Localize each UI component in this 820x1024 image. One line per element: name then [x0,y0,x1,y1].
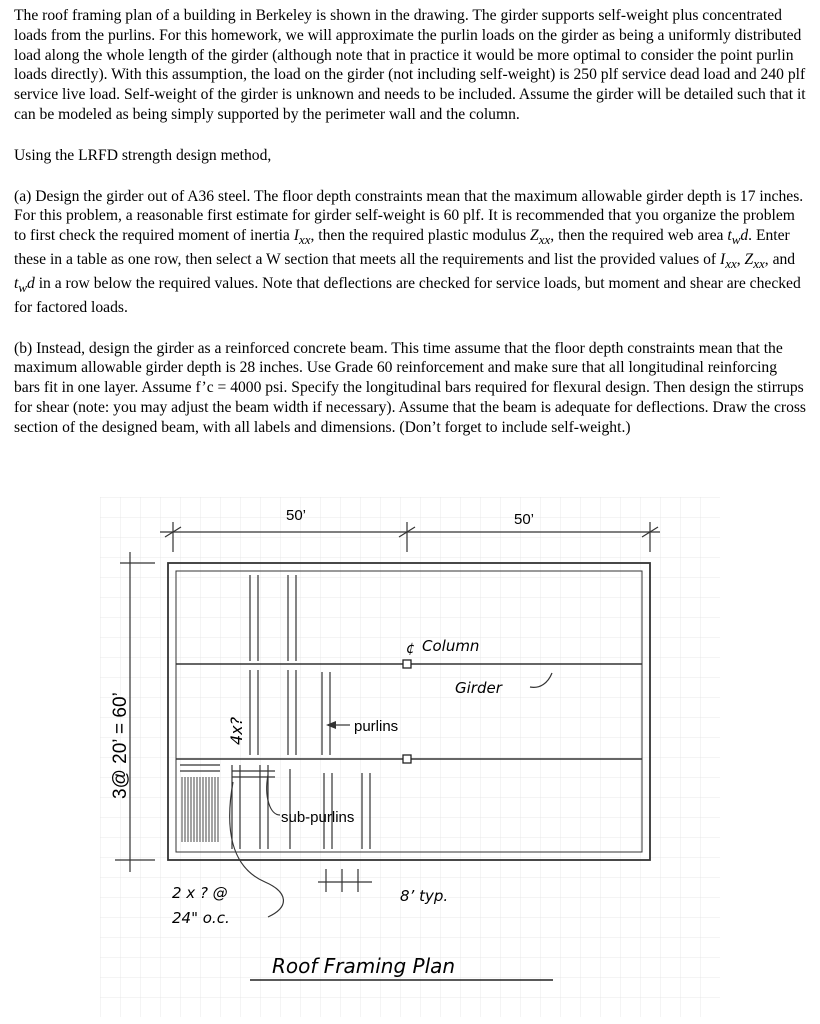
purlin-size-label: 4x? [227,716,246,745]
column-marker-lower [403,755,411,763]
part-a-paragraph: (a) Design the girder out of A36 steel. The floor depth constraints mean that the maximum allowable girder depth is 17 inches. For this problem, a reasonable first estimate for girder self-weight is 60 plf. It is recommended that you organize the problem to first check the required moment of inertia $I_{xx}$, then the required plastic modulus $Z_{xx}$, then the required web area $t_wd$. Enter these in a table as one row, then select a W section that meets all the requirements and list the provided values of $I_{xx}$, $Z_{xx}$, and $t_wd$ in a row below the required values. Note that deflections are checked for service loads, but moment and shear are checked for factored loads. [14,187,804,316]
purlins-label: purlins [354,718,399,735]
spacing-label-2: 24" o.c. [172,909,230,927]
method-paragraph: Using the LRFD strength design method, [14,146,272,164]
column-label: Column [422,637,480,655]
dimension-label-left: 50’ [286,507,307,524]
framing-plan-svg [100,497,720,1017]
column-marker-upper [403,660,411,668]
part-b-paragraph: (b) Instead, design the girder as a reinforced concrete beam. This time assume that the floor depth constraints mean that the maximum allowable girder depth is 28 inches. Use Grade 60 reinforcement and make sure that all longitudinal reinforcing bars fit in one layer. Assume f’c = 4000 psi. Specify the longitudinal bars required for flexural design. Then design the stirrups for shear (note: you may adjust the beam width if necessary). Assume that the beam is adequate for deflections. Draw the cross section of the designed beam, with all labels and dimensions. (Don’t forget to include self-weight.) [14,339,806,436]
subpurlins-label: sub-purlins [281,809,355,826]
roof-framing-plan-drawing [100,497,720,1017]
problem-statement [14,6,806,459]
spacing-label-1: 2 x ? @ [172,884,228,902]
column-symbol: ¢ [406,641,415,657]
girder-label: Girder [455,679,502,697]
typ-label: 8’ typ. [400,887,449,905]
vertical-dimension-label: 3@ 20’ = 60’ [110,692,131,799]
dimension-label-right: 50’ [514,511,535,528]
intro-paragraph: The roof framing plan of a building in Berkeley is shown in the drawing. The girder supports self-weight plus concentrated loads from the purlins. For this homework, we will approximate the purlin loads on the girder as being a uniformly distributed load along the whole length of the girder (although note that in practice it would be more optimal to consider the point purlin loads directly). With this assumption, the load on the girder (not including self-weight) is 250 plf service dead load and 240 plf service live load. Self-weight of the girder is unknown and needs to be included. Assume the girder will be detailed such that it can be modeled as being simply supported by the perimeter wall and the column. [14,7,806,123]
drawing-title: Roof Framing Plan [272,954,456,978]
